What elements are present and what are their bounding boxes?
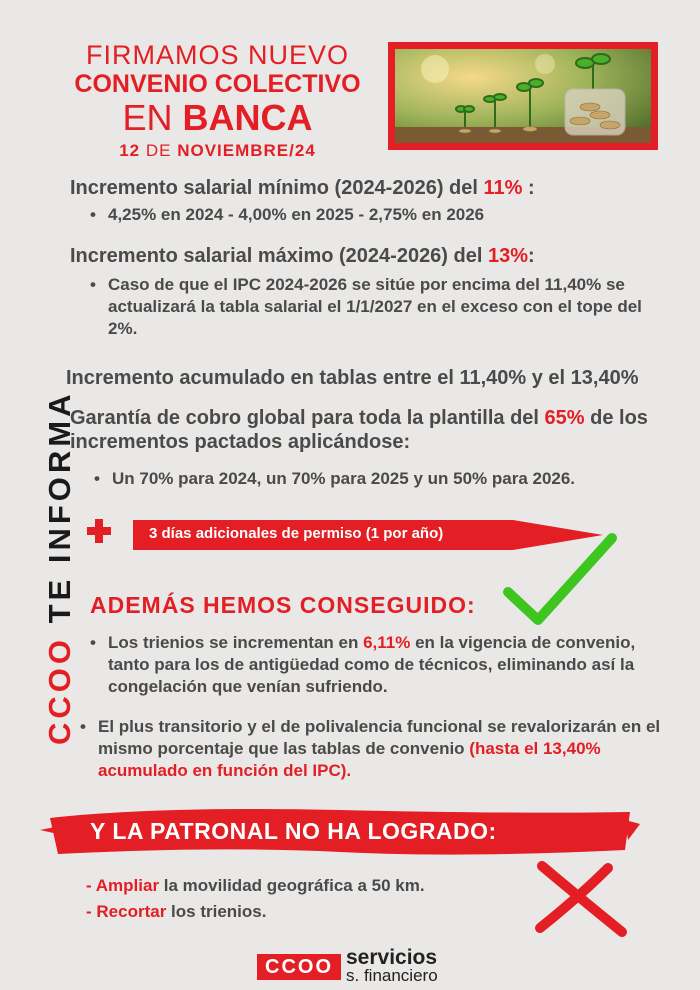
title-line1: FIRMAMOS NUEVO xyxy=(85,40,349,70)
side-label-rest: TE INFORMA xyxy=(42,390,77,624)
title-date: 12 DE NOVIEMBRE/24 xyxy=(119,141,316,160)
salary-max-list xyxy=(86,274,646,340)
ademas-title: ADEMÁS HEMOS CONSEGUIDO: xyxy=(90,592,476,618)
guarantee-heading: Garantía de cobro global para toda la plantilla del 65% de los incrementos pactados aplicándose: xyxy=(70,407,648,453)
title-line2: CONVENIO COLECTIVO xyxy=(74,70,361,98)
title-line3: EN BANCA xyxy=(122,97,313,138)
patronal-item-2: - Recortar los trienios. xyxy=(86,902,267,921)
salary-min-list xyxy=(86,204,646,226)
header-photo xyxy=(388,42,658,150)
patronal-title: Y LA PATRONAL NO HA LOGRADO: xyxy=(90,818,497,844)
patronal-item-1: - Ampliar la movilidad geográfica a 50 km. xyxy=(86,876,425,895)
logo-servicios: servicios xyxy=(346,946,438,969)
ccoo-logo: CCOO xyxy=(257,954,341,980)
cross-icon xyxy=(530,858,630,938)
salary-min-heading: Incremento salarial mínimo (2024-2026) del 11% : xyxy=(70,177,535,199)
list-item: • Los trienios se incrementan en 6,11% en la vigencia de convenio, tanto para los de antigüedad como de técnicos, eliminando así la congelación que venían sufriendo. xyxy=(86,632,666,698)
list-item: • El plus transitorio y el de polivalencia funcional se revalorizarán en el mismo porcentaje que las tablas de convenio (hasta el 13,40% acumulado en función del IPC). xyxy=(76,716,666,782)
accumulated-increase-heading: Incremento acumulado en tablas entre el 11,40% y el 13,40% xyxy=(66,367,639,389)
title-block xyxy=(60,40,375,162)
salary-max-heading: Incremento salarial máximo (2024-2026) del 13%: xyxy=(70,245,535,267)
list-item: • Caso de que el IPC 2024-2026 se sitúe por encima del 11,40% se actualizará la tabla salarial el 1/1/2027 en el exceso con el tope del 2%. xyxy=(86,274,646,340)
achievements-list-2 xyxy=(76,716,666,782)
achievements-list xyxy=(86,632,666,698)
plus-icon xyxy=(87,519,111,543)
check-icon xyxy=(500,532,620,632)
side-label-ccoo: CCOO xyxy=(42,636,77,745)
logo-financiero: s. financiero xyxy=(346,966,438,985)
ribbon-text: 3 días adicionales de permiso (1 por año) xyxy=(149,525,444,542)
list-item: • 4,25% en 2024 - 4,00% en 2025 - 2,75% en 2026 xyxy=(86,204,646,226)
list-item: • Un 70% para 2024, un 70% para 2025 y un 50% para 2026. xyxy=(90,468,670,490)
plants-jar-illustration xyxy=(395,49,651,143)
guarantee-list xyxy=(90,468,670,490)
